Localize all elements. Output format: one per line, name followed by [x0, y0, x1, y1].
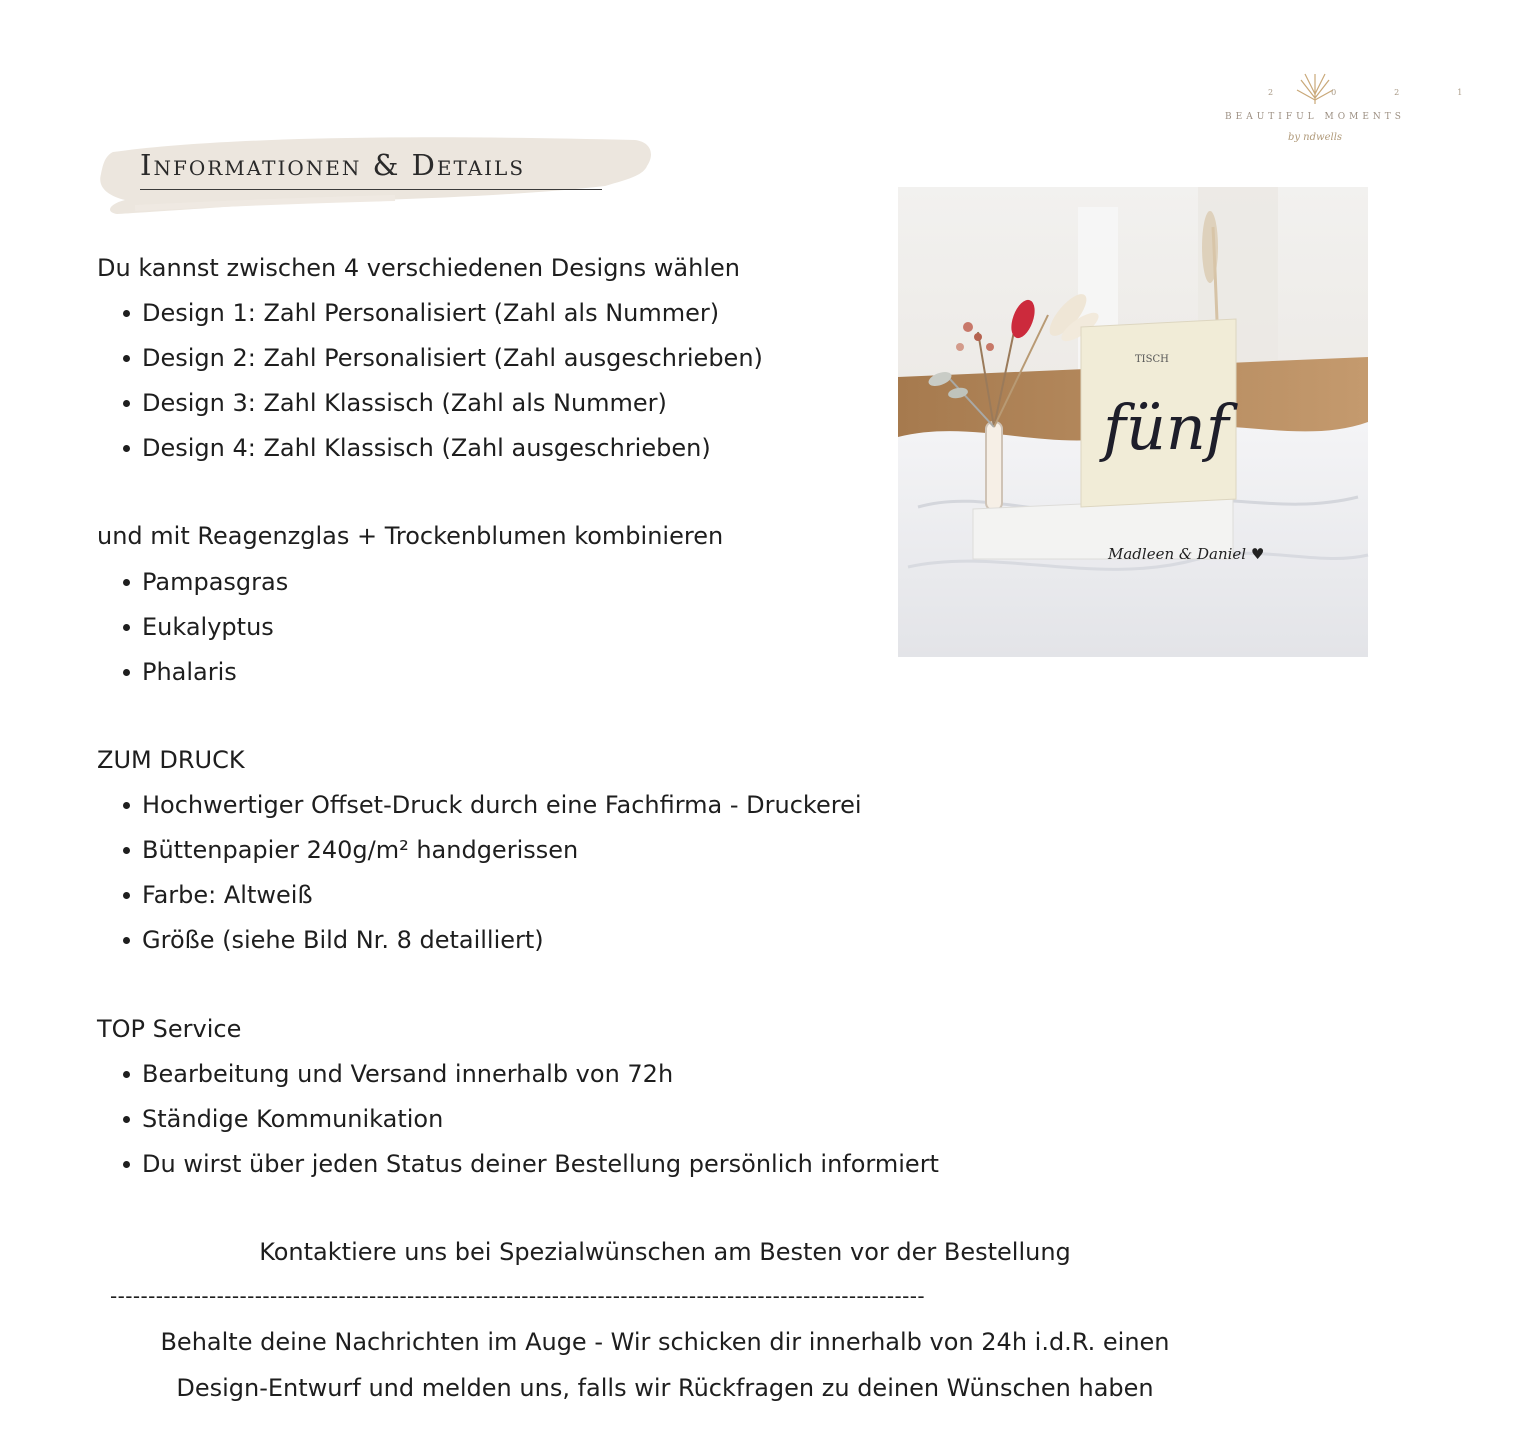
designs-heading: Du kannst zwischen 4 verschiedenen Designs wählen	[97, 254, 740, 282]
list-item: Eukalyptus	[120, 612, 288, 657]
list-item: Design 1: Zahl Personalisiert (Zahl als Nummer)	[120, 298, 763, 343]
card-number: fünf	[1103, 391, 1229, 464]
list-item: Pampasgras	[120, 567, 288, 612]
list-item: Du wirst über jeden Status deiner Bestellung persönlich informiert	[120, 1149, 939, 1194]
print-heading: ZUM DRUCK	[97, 746, 245, 774]
designs-list	[120, 298, 763, 478]
title-underline	[140, 189, 602, 190]
logo-year: 2021	[1268, 88, 1520, 97]
brand-logo	[1210, 68, 1520, 158]
service-list	[120, 1059, 939, 1194]
product-illustration	[898, 187, 1368, 657]
service-heading: TOP Service	[97, 1015, 242, 1043]
contact-note: Kontaktiere uns bei Spezialwünschen am Besten vor der Bestellung	[259, 1238, 1071, 1266]
list-item: Größe (siehe Bild Nr. 8 detailliert)	[120, 925, 862, 970]
logo-brand: BEAUTIFUL MOMENTS	[1225, 112, 1405, 122]
product-photo	[898, 187, 1368, 657]
logo-signature: by ndwells	[1287, 132, 1343, 143]
footer-note-line-2: Design-Entwurf und melden uns, falls wir Rückfragen zu deinen Wünschen haben	[176, 1374, 1154, 1402]
footer-note-line-1: Behalte deine Nachrichten im Auge - Wir schicken dir innerhalb von 24h i.d.R. einen	[160, 1328, 1170, 1356]
stand-names: Madleen & Daniel ♥	[1108, 545, 1265, 563]
list-item: Design 3: Zahl Klassisch (Zahl als Nummer)	[120, 388, 763, 433]
combine-heading: und mit Reagenzglas + Trockenblumen kombinieren	[97, 522, 724, 550]
list-item: Design 2: Zahl Personalisiert (Zahl ausgeschrieben)	[120, 343, 763, 388]
dashed-divider: -----------------------------------------------------------------------------------------------------------	[110, 1284, 925, 1308]
card-label: TISCH	[1135, 354, 1169, 365]
list-item: Phalaris	[120, 657, 288, 702]
list-item: Hochwertiger Offset-Druck durch eine Fachfirma - Druckerei	[120, 790, 862, 835]
list-item: Farbe: Altweiß	[120, 880, 862, 925]
list-item: Design 4: Zahl Klassisch (Zahl ausgeschrieben)	[120, 433, 763, 478]
list-item: Ständige Kommunikation	[120, 1104, 939, 1149]
page-title: Informationen & Details	[140, 148, 526, 182]
list-item: Büttenpapier 240g/m² handgerissen	[120, 835, 862, 880]
print-list	[120, 790, 862, 970]
list-item: Bearbeitung und Versand innerhalb von 72h	[120, 1059, 939, 1104]
combine-list	[120, 567, 288, 702]
